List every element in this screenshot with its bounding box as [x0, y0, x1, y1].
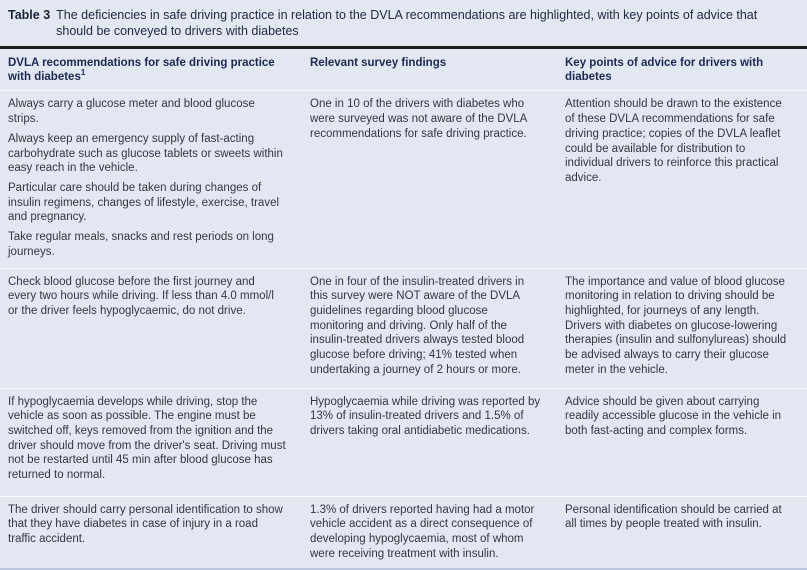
findings-paragraph: One in 10 of the drivers with diabetes who were surveyed was not aware of the DVLA recommendations for safe driving practice. — [310, 98, 527, 140]
cell-advice — [557, 496, 807, 570]
col-header-recommendations — [0, 49, 302, 91]
recommendation-paragraph: Check blood glucose before the first journey and every two hours while driving. If less than 4.0 mmol/l or the driver feels hypoglycaemic, do not drive. — [8, 275, 274, 317]
cell-findings — [302, 268, 557, 388]
advice-paragraph: Advice should be given about carrying readily accessible glucose in the vehicle in both fast-acting and complex forms. — [565, 395, 782, 437]
cell-findings — [302, 388, 557, 496]
recommendation-paragraph: Always keep an emergency supply of fast-acting carbohydrate such as glucose tablets or sweets within easy reach in the vehicle. — [8, 132, 283, 175]
recommendation-paragraph: Take regular meals, snacks and rest periods on long journeys. — [8, 231, 274, 258]
table-caption — [0, 0, 807, 46]
table-caption-label: Table 3 — [8, 8, 51, 22]
header-row — [0, 49, 807, 91]
col-header-recommendations-text: DVLA recommendations for safe driving practice with diabetes — [8, 56, 275, 84]
table-row — [0, 91, 807, 268]
findings-paragraph: 1.3% of drivers reported having had a motor vehicle accident as a direct consequence of developing hypoglycaemia, most of whom were receiving treatment with insulin. — [310, 503, 535, 560]
recommendation-paragraph: Always carry a glucose meter and blood glucose strips. — [8, 98, 255, 126]
cell-advice — [557, 268, 807, 388]
advice-paragraph: Attention should be drawn to the existence of these DVLA recommendations for safe driving practice; copies of the DVLA leaflet could be available for distribution to individual drivers to reinforce this practical advice. — [565, 98, 782, 184]
cell-recommendations — [0, 268, 302, 388]
cell-advice — [557, 91, 807, 268]
col-header-advice: Key points of advice for drivers with diabetes — [565, 56, 764, 84]
cell-recommendations — [0, 91, 302, 268]
dvla-recommendations-table — [0, 49, 807, 570]
table-row — [0, 496, 807, 570]
cell-recommendations — [0, 496, 302, 570]
recommendation-paragraph: Particular care should be taken during changes of insulin regimens, changes of lifestyle, exercise, travel and pregnancy. — [8, 181, 280, 224]
table-caption-text: The deficiencies in safe driving practice in relation to the DVLA recommendations are highlighted, with key points of advice that should be conveyed to drivers with diabetes — [56, 8, 758, 39]
advice-paragraph: The importance and value of blood glucose monitoring in relation to driving should be highlighted, for journeys of any length. Drivers with diabetes on glucose-lowering therapies (insulin and sulfonylureas) should be advised always to carry their glucose meter in the vehicle. — [565, 275, 787, 376]
cell-findings — [302, 91, 557, 268]
col-header-findings: Relevant survey findings — [310, 56, 447, 69]
recommendation-paragraph: If hypoglycaemia develops while driving, stop the vehicle as soon as possible. The engine must be switched off, keys removed from the ignition and the driver should move from the driver's seat. Driving must not be restarted until 45 min after blood glucose has returned to normal. — [8, 395, 286, 482]
table-row — [0, 268, 807, 388]
cell-advice — [557, 388, 807, 496]
findings-paragraph: Hypoglycaemia while driving was reported by 13% of insulin-treated drivers and 1.5% of drivers taking oral antidiabetic medications. — [310, 395, 541, 437]
advice-paragraph: Personal identification should be carried at all times by people treated with insulin. — [565, 503, 782, 531]
table-row — [0, 388, 807, 496]
recommendation-paragraph: The driver should carry personal identification to show that they have diabetes in case of injury in a road traffic accident. — [8, 503, 283, 545]
cell-findings — [302, 496, 557, 570]
cell-recommendations — [0, 388, 302, 496]
footnote-marker: 1 — [80, 68, 86, 78]
findings-paragraph: One in four of the insulin-treated drivers in this survey were NOT aware of the DVLA guidelines regarding blood glucose monitoring and driving. Only half of the insulin-treated drivers always tested blood glucose before driving; 41% tested when undertaking a journey of 2 hours or more. — [310, 275, 525, 376]
